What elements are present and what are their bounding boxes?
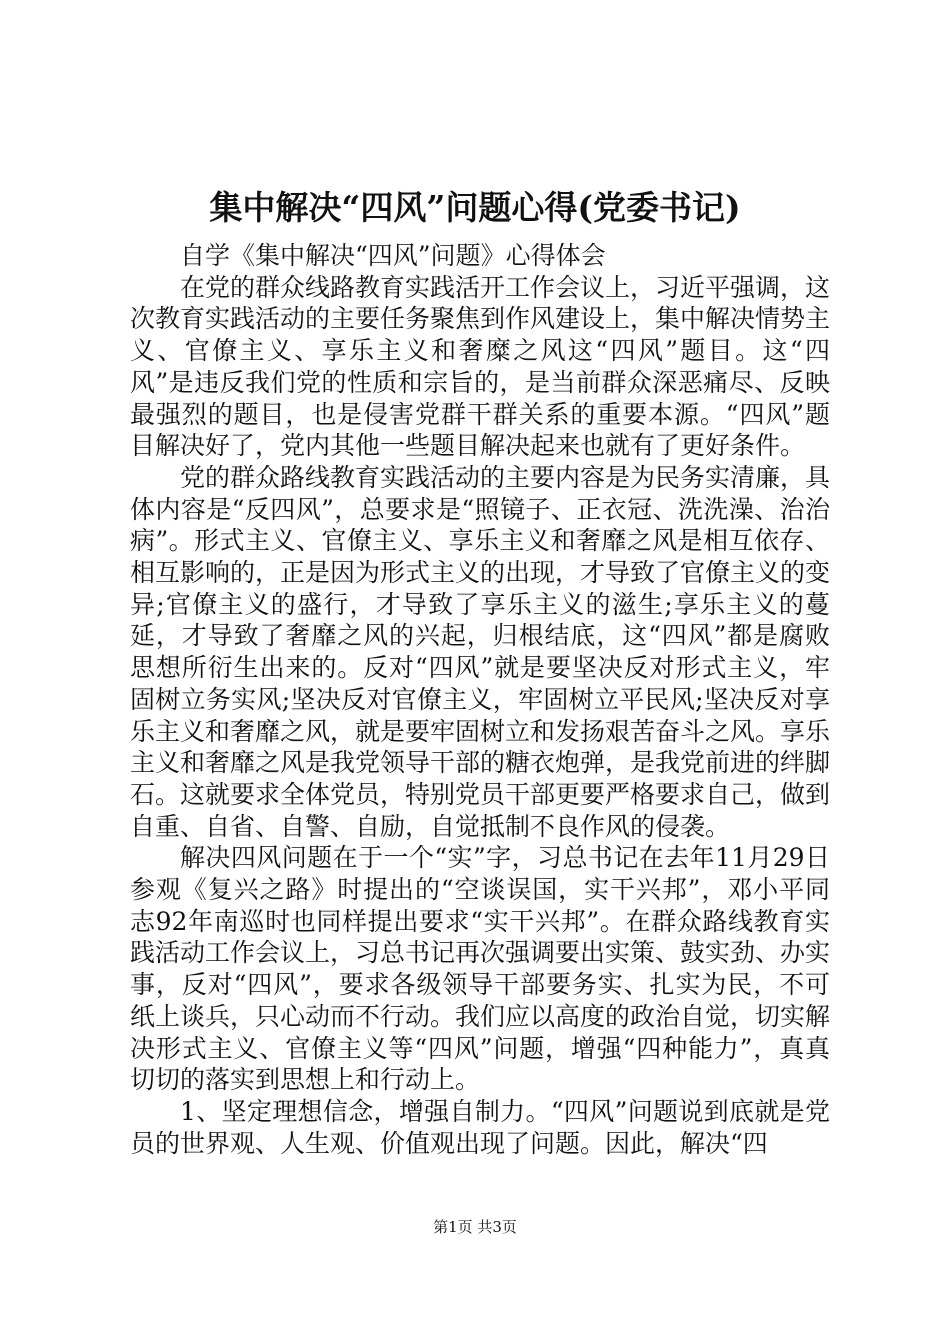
page-number: 第1页 共3页 (433, 1218, 517, 1236)
document-body (130, 240, 830, 1159)
document-subtitle: 自学《集中解决“四风”问题》心得体会 (180, 241, 606, 270)
document-title: 集中解决“四风”问题心得(党委书记) (209, 188, 741, 227)
paragraph-4: 1、坚定理想信念，增强自制力。“四风”问题说到底就是党员的世界观、人生观、价值观出现了问题。因此，解决“四 (130, 1096, 830, 1158)
paragraph-2: 党的群众路线教育实践活动的主要内容是为民务实清廉，具体内容是“反四风”，总要求是“照镜子、正衣冠、洗洗澡、治治病”。形式主义、官僚主义、享乐主义和奢靡之风是相互依存、相互影响的，正是因为形式主义的出现，才导致了官僚主义的变异;官僚主义的盛行，才导致了享乐主义的滋生;享乐主义的蔓延，才导致了奢靡之风的兴起，归根结底，这“四风”都是腐败思想所衍生出来的。反对“四风”就是要坚决反对形式主义，牢固树立务实风;坚决反对官僚主义，牢固树立平民风;坚决反对享乐主义和奢靡之风，就是要牢固树立和发扬艰苦奋斗之风。享乐主义和奢靡之风是我党领导干部的糖衣炮弹，是我党前进的绊脚石。这就要求全体党员，特别党员干部更要严格要求自己，做到自重、自省、自警、自励，自觉抵制不良作风的侵袭。 (130, 462, 831, 841)
paragraph-3: 解决四风问题在于一个“实”字，习总书记在去年11月29日参观《复兴之路》时提出的“空谈误国，实干兴邦”，邓小平同志92年南巡时也同样提出要求“实干兴邦”。在群众路线教育实践活动工作会议上，习总书记再次强调要出实策、鼓实劲、办实事，反对“四风”，要求各级领导干部要务实、扎实为民，不可纸上谈兵，只心动而不行动。我们应以高度的政治自觉，切实解决形式主义、官僚主义等“四风”问题，增强“四种能力”，真真切切的落实到思想上和行动上。 (130, 843, 831, 1095)
paragraph-1: 在党的群众线路教育实践活开工作会议上，习近平强调，这次教育实践活动的主要任务聚焦到作风建设上，集中解决情势主义、官僚主义、享乐主义和奢糜之风这“四风”题目。这“四风”是违反我们党的性质和宗旨的，是当前群众深恶痛尽、反映最强烈的题目，也是侵害党群干群关系的重要本源。“四风”题目解决好了，党内其他一些题目解决起来也就有了更好条件。 (130, 272, 831, 461)
